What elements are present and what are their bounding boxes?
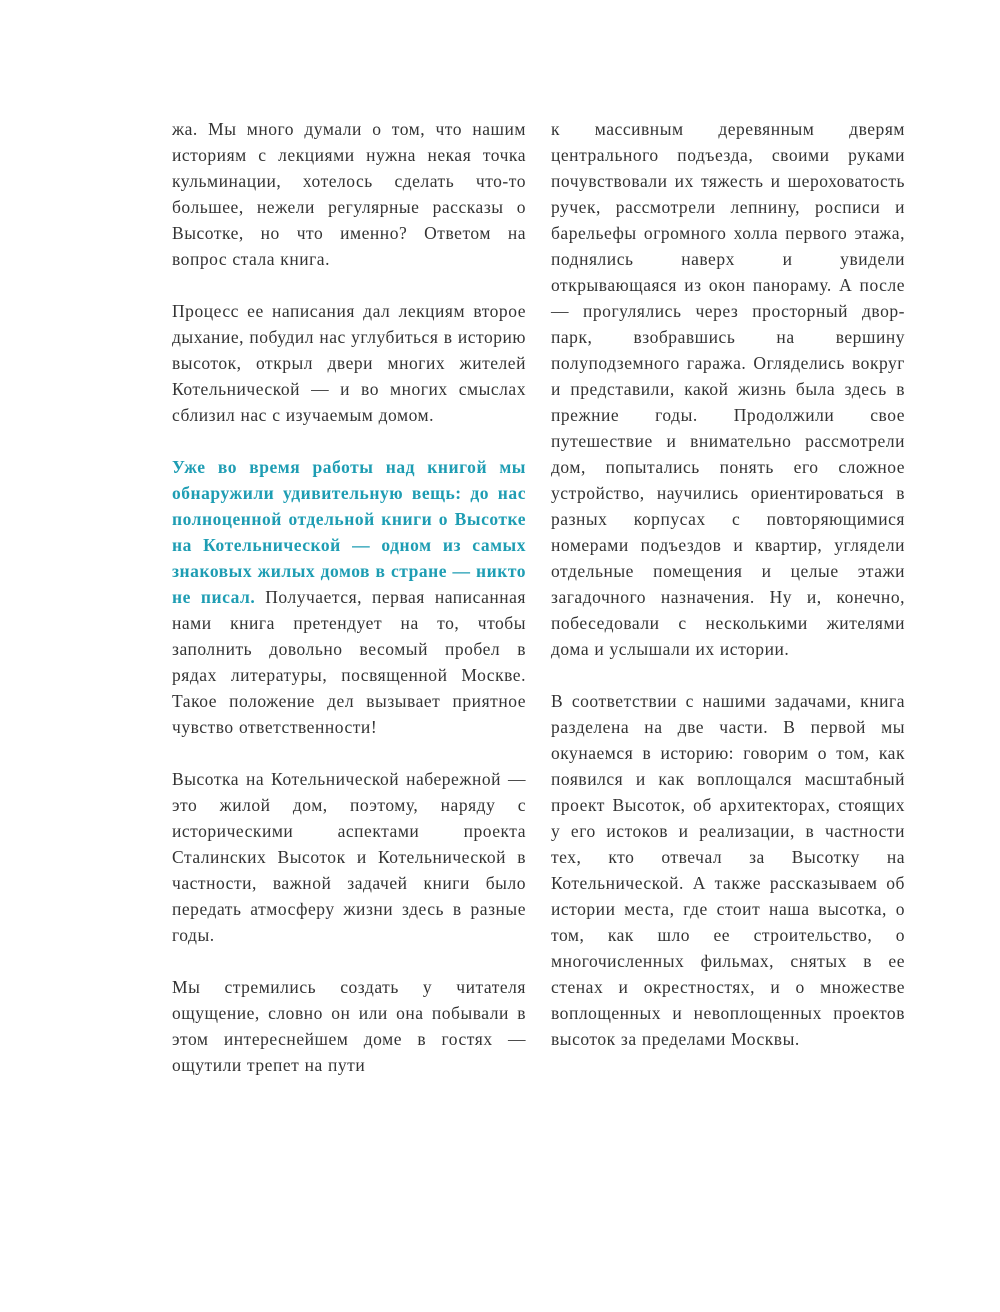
paragraph: Мы стремились создать у читателя ощущение, словно он или она побывали в этом интереснейшем доме в гостях — ощутили трепет на пути — [172, 977, 526, 1075]
paragraph-with-highlight — [172, 454, 526, 740]
paragraph: Высотка на Котельнической набережной — это жилой дом, поэтому, наряду с историческими аспектами проекта Сталинских Высоток и Котельнической в частности, важной задачей книги было передать атмосферу жизни здесь в разные годы. — [172, 769, 526, 945]
highlighted-text: Уже во время работы над книгой мы обнаружили удивительную вещь: до нас полноценной отдельной книги о Высотке на Котельнической — одном из самых знаковых жилых домов в стране — никто не писал. — [172, 457, 526, 607]
right-column — [551, 116, 905, 1104]
text-columns — [172, 116, 905, 1104]
paragraph: жа. Мы много думали о том, что нашим историям с лекциями нужна некая точка кульминации, хотелось сделать что-то большее, нежели регулярные рассказы о Высотке, но что именно? Ответом на вопрос стала книга. — [172, 119, 526, 269]
paragraph: Процесс ее написания дал лекциям второе дыхание, побудил нас углубиться в историю высоток, открыл двери многих жителей Котельнической — и во многих смыслах сблизил нас с изучаемым домом. — [172, 301, 526, 425]
left-column — [172, 116, 526, 1104]
paragraph: В соответствии с нашими задачами, книга разделена на две части. В первой мы окунаемся в историю: говорим о том, как появился и как воплощался масштабный проект Высоток, об архитекторах, стоящих у его истоков и реализации, в частности тех, кто отвечал за Высотку на Котельнической. А также рассказываем об истории места, где стоит наша высотка, о том, как шло ее строительство, о многочисленных фильмах, снятых в ее стенах и окрестностях, и о множестве воплощенных и невоплощенных проектов высоток за пределами Москвы. — [551, 691, 905, 1049]
paragraph-continuation: Получается, первая написанная нами книга претендует на то, чтобы заполнить довольно весомый пробел в рядах литературы, посвященной Москве. Такое положение дел вызывает приятное чувство ответственности! — [172, 587, 527, 737]
paragraph: к массивным деревянным дверям центрального подъезда, своими руками почувствовали их тяжесть и шероховатость ручек, рассмотрели лепнину, росписи и барельефы огромного холла первого этажа, поднялись наверх и увидели открывающаяся из окон панораму. А после — прогулялись через просторный двор-парк, взобравшись на вершину полуподземного гаража. Огляделись вокруг и представили, какой жизнь была здесь в прежние годы. Продолжили свое путешествие и внимательно рассмотрели дом, попытались понять его сложное устройство, научились ориентироваться в разных корпусах с повторяющимися номерами подъездов и квартир, углядели отдельные помещения и целые этажи загадочного назначения. Ну и, конечно, побеседовали с несколькими жителями дома и услышали их истории. — [551, 119, 905, 659]
